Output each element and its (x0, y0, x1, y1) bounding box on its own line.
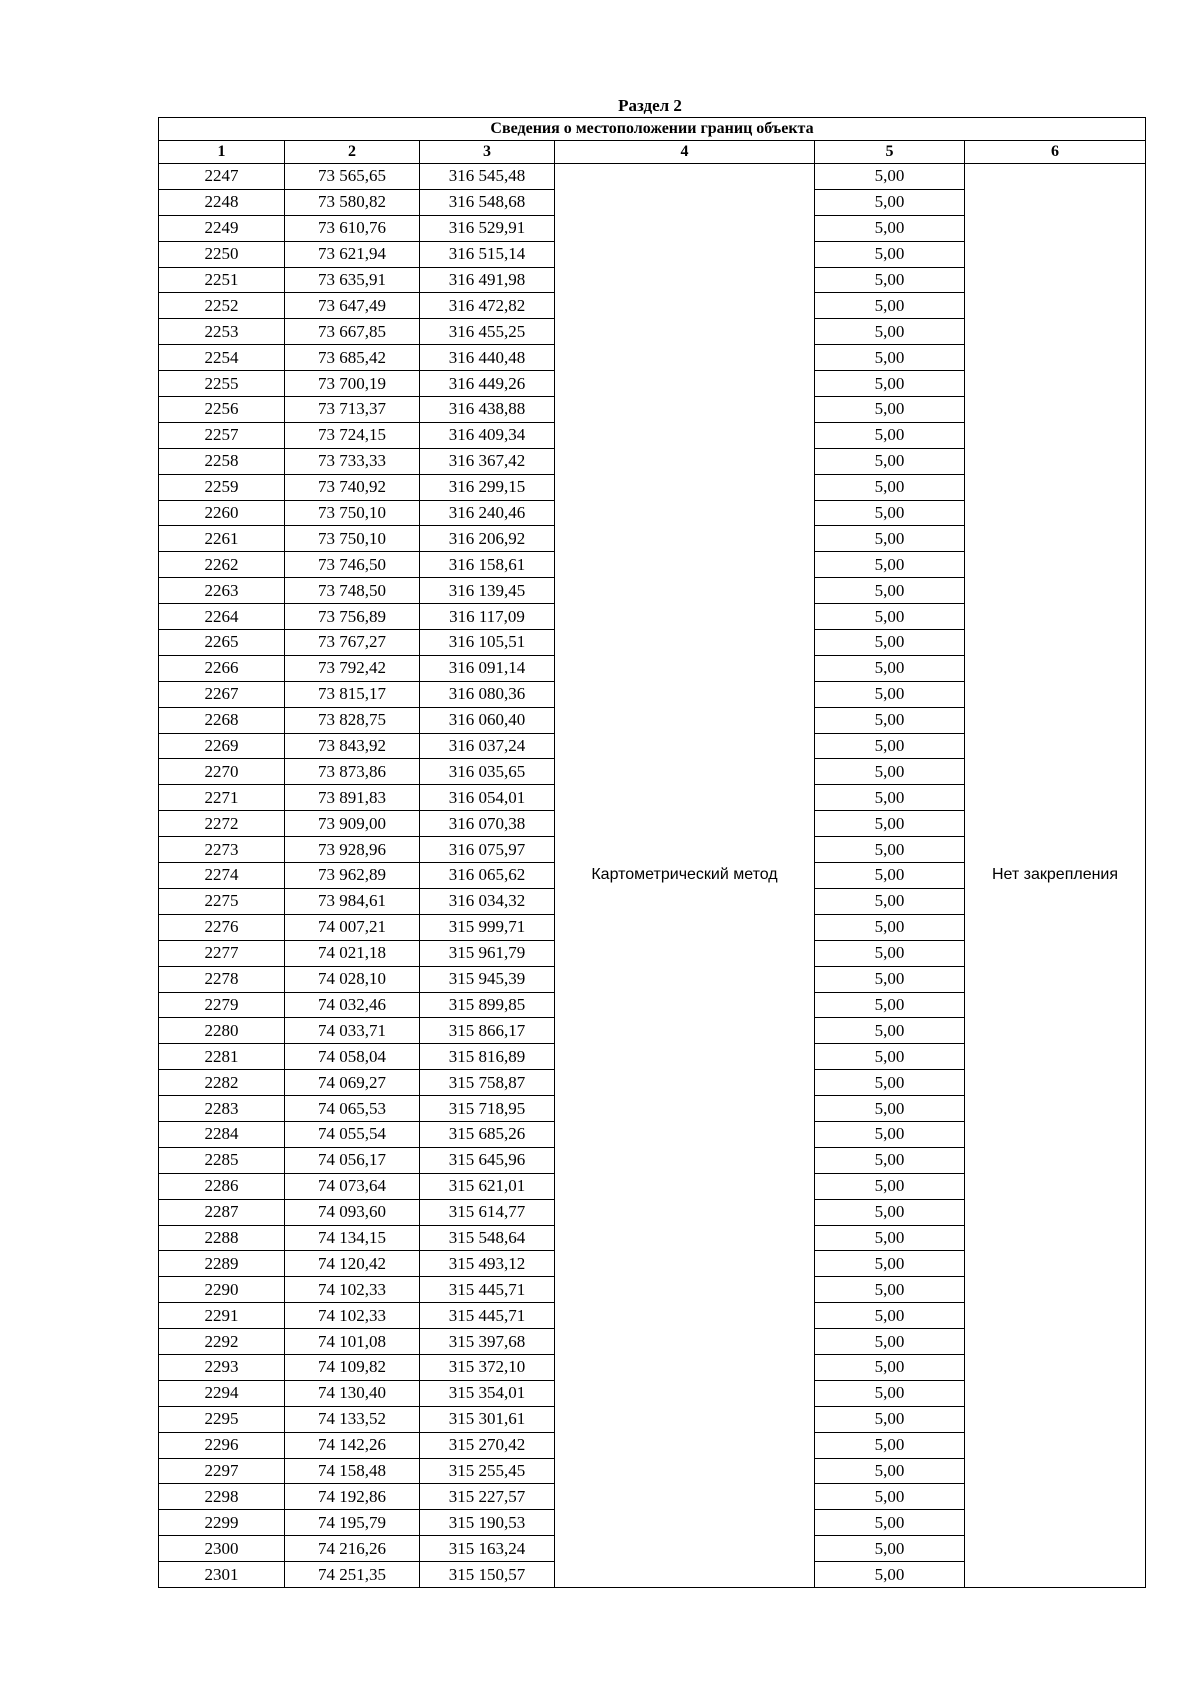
y-coordinate-cell: 316 409,34 (420, 422, 555, 448)
column-header: 1 (159, 141, 285, 164)
accuracy-cell: 5,00 (815, 1510, 965, 1536)
x-coordinate-cell: 73 733,33 (285, 448, 420, 474)
x-coordinate-cell: 73 767,27 (285, 630, 420, 656)
accuracy-cell: 5,00 (815, 345, 965, 371)
x-coordinate-cell: 73 667,85 (285, 319, 420, 345)
accuracy-cell: 5,00 (815, 1096, 965, 1122)
x-coordinate-cell: 73 740,92 (285, 474, 420, 500)
point-number-cell: 2293 (159, 1354, 285, 1380)
point-number-cell: 2299 (159, 1510, 285, 1536)
accuracy-cell: 5,00 (815, 293, 965, 319)
x-coordinate-cell: 74 130,40 (285, 1380, 420, 1406)
accuracy-cell: 5,00 (815, 837, 965, 863)
x-coordinate-cell: 73 984,61 (285, 888, 420, 914)
x-coordinate-cell: 74 251,35 (285, 1562, 420, 1588)
y-coordinate-cell: 315 397,68 (420, 1329, 555, 1355)
point-number-cell: 2271 (159, 785, 285, 811)
table-row (159, 164, 1146, 190)
accuracy-cell: 5,00 (815, 1147, 965, 1173)
y-coordinate-cell: 316 438,88 (420, 397, 555, 423)
y-coordinate-cell: 315 614,77 (420, 1199, 555, 1225)
y-coordinate-cell: 315 190,53 (420, 1510, 555, 1536)
accuracy-cell: 5,00 (815, 1484, 965, 1510)
y-coordinate-cell: 316 455,25 (420, 319, 555, 345)
accuracy-cell: 5,00 (815, 164, 965, 190)
accuracy-cell: 5,00 (815, 371, 965, 397)
y-coordinate-cell: 316 075,97 (420, 837, 555, 863)
point-number-cell: 2269 (159, 733, 285, 759)
y-coordinate-cell: 315 445,71 (420, 1277, 555, 1303)
accuracy-cell: 5,00 (815, 448, 965, 474)
point-number-cell: 2290 (159, 1277, 285, 1303)
y-coordinate-cell: 315 621,01 (420, 1173, 555, 1199)
y-coordinate-cell: 316 206,92 (420, 526, 555, 552)
y-coordinate-cell: 315 961,79 (420, 940, 555, 966)
y-coordinate-cell: 316 070,38 (420, 811, 555, 837)
x-coordinate-cell: 74 065,53 (285, 1096, 420, 1122)
x-coordinate-cell: 73 746,50 (285, 552, 420, 578)
accuracy-cell: 5,00 (815, 759, 965, 785)
point-number-cell: 2259 (159, 474, 285, 500)
point-number-cell: 2275 (159, 888, 285, 914)
accuracy-cell: 5,00 (815, 1070, 965, 1096)
y-coordinate-cell: 315 150,57 (420, 1562, 555, 1588)
x-coordinate-cell: 73 724,15 (285, 422, 420, 448)
x-coordinate-cell: 74 069,27 (285, 1070, 420, 1096)
y-coordinate-cell: 316 548,68 (420, 189, 555, 215)
x-coordinate-cell: 73 713,37 (285, 397, 420, 423)
point-number-cell: 2264 (159, 604, 285, 630)
x-coordinate-cell: 74 134,15 (285, 1225, 420, 1251)
accuracy-cell: 5,00 (815, 1018, 965, 1044)
point-number-cell: 2272 (159, 811, 285, 837)
table-caption: Сведения о местоположении границ объекта (159, 118, 1146, 141)
y-coordinate-cell: 315 270,42 (420, 1432, 555, 1458)
accuracy-cell: 5,00 (815, 578, 965, 604)
accuracy-cell: 5,00 (815, 1199, 965, 1225)
accuracy-cell: 5,00 (815, 733, 965, 759)
x-coordinate-cell: 74 073,64 (285, 1173, 420, 1199)
x-coordinate-cell: 73 635,91 (285, 267, 420, 293)
point-number-cell: 2257 (159, 422, 285, 448)
accuracy-cell: 5,00 (815, 1251, 965, 1277)
y-coordinate-cell: 315 301,61 (420, 1406, 555, 1432)
point-number-cell: 2279 (159, 992, 285, 1018)
method-cell: Картометрический метод (555, 164, 815, 1588)
column-header: 3 (420, 141, 555, 164)
y-coordinate-cell: 315 493,12 (420, 1251, 555, 1277)
point-number-cell: 2247 (159, 164, 285, 190)
point-number-cell: 2296 (159, 1432, 285, 1458)
point-number-cell: 2295 (159, 1406, 285, 1432)
accuracy-cell: 5,00 (815, 681, 965, 707)
point-number-cell: 2261 (159, 526, 285, 552)
accuracy-cell: 5,00 (815, 707, 965, 733)
point-number-cell: 2268 (159, 707, 285, 733)
y-coordinate-cell: 316 060,40 (420, 707, 555, 733)
point-number-cell: 2298 (159, 1484, 285, 1510)
x-coordinate-cell: 74 032,46 (285, 992, 420, 1018)
accuracy-cell: 5,00 (815, 966, 965, 992)
x-coordinate-cell: 73 828,75 (285, 707, 420, 733)
point-number-cell: 2249 (159, 215, 285, 241)
accuracy-cell: 5,00 (815, 1458, 965, 1484)
column-header: 5 (815, 141, 965, 164)
section-title: Раздел 2 (618, 96, 682, 115)
y-coordinate-cell: 315 758,87 (420, 1070, 555, 1096)
accuracy-cell: 5,00 (815, 1329, 965, 1355)
point-number-cell: 2260 (159, 500, 285, 526)
y-coordinate-cell: 316 299,15 (420, 474, 555, 500)
x-coordinate-cell: 73 580,82 (285, 189, 420, 215)
accuracy-cell: 5,00 (815, 500, 965, 526)
point-number-cell: 2288 (159, 1225, 285, 1251)
point-number-cell: 2253 (159, 319, 285, 345)
point-number-cell: 2301 (159, 1562, 285, 1588)
accuracy-cell: 5,00 (815, 604, 965, 630)
y-coordinate-cell: 316 091,14 (420, 655, 555, 681)
accuracy-cell: 5,00 (815, 1406, 965, 1432)
accuracy-cell: 5,00 (815, 241, 965, 267)
y-coordinate-cell: 316 472,82 (420, 293, 555, 319)
y-coordinate-cell: 315 866,17 (420, 1018, 555, 1044)
point-number-cell: 2284 (159, 1121, 285, 1147)
accuracy-cell: 5,00 (815, 1380, 965, 1406)
point-number-cell: 2252 (159, 293, 285, 319)
point-number-cell: 2294 (159, 1380, 285, 1406)
accuracy-cell: 5,00 (815, 1121, 965, 1147)
accuracy-cell: 5,00 (815, 267, 965, 293)
point-number-cell: 2282 (159, 1070, 285, 1096)
y-coordinate-cell: 315 899,85 (420, 992, 555, 1018)
accuracy-cell: 5,00 (815, 811, 965, 837)
accuracy-cell: 5,00 (815, 655, 965, 681)
point-number-cell: 2262 (159, 552, 285, 578)
point-number-cell: 2289 (159, 1251, 285, 1277)
x-coordinate-cell: 74 133,52 (285, 1406, 420, 1432)
y-coordinate-cell: 315 372,10 (420, 1354, 555, 1380)
point-number-cell: 2270 (159, 759, 285, 785)
accuracy-cell: 5,00 (815, 785, 965, 811)
x-coordinate-cell: 73 756,89 (285, 604, 420, 630)
accuracy-cell: 5,00 (815, 1354, 965, 1380)
point-number-cell: 2286 (159, 1173, 285, 1199)
y-coordinate-cell: 315 945,39 (420, 966, 555, 992)
accuracy-cell: 5,00 (815, 1044, 965, 1070)
accuracy-cell: 5,00 (815, 888, 965, 914)
x-coordinate-cell: 74 120,42 (285, 1251, 420, 1277)
accuracy-cell: 5,00 (815, 215, 965, 241)
x-coordinate-cell: 74 093,60 (285, 1199, 420, 1225)
x-coordinate-cell: 74 216,26 (285, 1536, 420, 1562)
table-body (159, 164, 1146, 1588)
point-number-cell: 2254 (159, 345, 285, 371)
x-coordinate-cell: 73 909,00 (285, 811, 420, 837)
column-header: 4 (555, 141, 815, 164)
x-coordinate-cell: 73 843,92 (285, 733, 420, 759)
accuracy-cell: 5,00 (815, 1225, 965, 1251)
y-coordinate-cell: 316 054,01 (420, 785, 555, 811)
point-number-cell: 2251 (159, 267, 285, 293)
column-header: 2 (285, 141, 420, 164)
y-coordinate-cell: 315 548,64 (420, 1225, 555, 1251)
y-coordinate-cell: 316 117,09 (420, 604, 555, 630)
y-coordinate-cell: 315 816,89 (420, 1044, 555, 1070)
x-coordinate-cell: 74 055,54 (285, 1121, 420, 1147)
x-coordinate-cell: 73 621,94 (285, 241, 420, 267)
accuracy-cell: 5,00 (815, 397, 965, 423)
point-number-cell: 2292 (159, 1329, 285, 1355)
x-coordinate-cell: 73 873,86 (285, 759, 420, 785)
x-coordinate-cell: 74 058,04 (285, 1044, 420, 1070)
x-coordinate-cell: 73 647,49 (285, 293, 420, 319)
x-coordinate-cell: 74 195,79 (285, 1510, 420, 1536)
accuracy-cell: 5,00 (815, 863, 965, 889)
accuracy-cell: 5,00 (815, 630, 965, 656)
y-coordinate-cell: 315 685,26 (420, 1121, 555, 1147)
y-coordinate-cell: 316 080,36 (420, 681, 555, 707)
accuracy-cell: 5,00 (815, 1277, 965, 1303)
point-number-cell: 2267 (159, 681, 285, 707)
accuracy-cell: 5,00 (815, 1536, 965, 1562)
x-coordinate-cell: 73 750,10 (285, 526, 420, 552)
x-coordinate-cell: 73 685,42 (285, 345, 420, 371)
point-number-cell: 2248 (159, 189, 285, 215)
accuracy-cell: 5,00 (815, 1562, 965, 1588)
point-number-cell: 2250 (159, 241, 285, 267)
point-number-cell: 2266 (159, 655, 285, 681)
accuracy-cell: 5,00 (815, 319, 965, 345)
x-coordinate-cell: 74 192,86 (285, 1484, 420, 1510)
x-coordinate-cell: 74 109,82 (285, 1354, 420, 1380)
x-coordinate-cell: 74 142,26 (285, 1432, 420, 1458)
y-coordinate-cell: 315 718,95 (420, 1096, 555, 1122)
x-coordinate-cell: 74 007,21 (285, 914, 420, 940)
y-coordinate-cell: 316 515,14 (420, 241, 555, 267)
point-number-cell: 2277 (159, 940, 285, 966)
accuracy-cell: 5,00 (815, 914, 965, 940)
y-coordinate-cell: 316 491,98 (420, 267, 555, 293)
x-coordinate-cell: 73 610,76 (285, 215, 420, 241)
column-header: 6 (965, 141, 1146, 164)
point-number-cell: 2291 (159, 1303, 285, 1329)
point-number-cell: 2265 (159, 630, 285, 656)
y-coordinate-cell: 316 449,26 (420, 371, 555, 397)
boundary-table (158, 117, 1146, 1588)
x-coordinate-cell: 73 962,89 (285, 863, 420, 889)
point-number-cell: 2274 (159, 863, 285, 889)
y-coordinate-cell: 316 367,42 (420, 448, 555, 474)
x-coordinate-cell: 73 700,19 (285, 371, 420, 397)
accuracy-cell: 5,00 (815, 189, 965, 215)
accuracy-cell: 5,00 (815, 474, 965, 500)
point-number-cell: 2276 (159, 914, 285, 940)
point-number-cell: 2280 (159, 1018, 285, 1044)
y-coordinate-cell: 316 065,62 (420, 863, 555, 889)
x-coordinate-cell: 73 928,96 (285, 837, 420, 863)
x-coordinate-cell: 74 028,10 (285, 966, 420, 992)
accuracy-cell: 5,00 (815, 1432, 965, 1458)
accuracy-cell: 5,00 (815, 992, 965, 1018)
x-coordinate-cell: 73 750,10 (285, 500, 420, 526)
y-coordinate-cell: 316 440,48 (420, 345, 555, 371)
point-number-cell: 2278 (159, 966, 285, 992)
accuracy-cell: 5,00 (815, 552, 965, 578)
point-number-cell: 2297 (159, 1458, 285, 1484)
y-coordinate-cell: 315 227,57 (420, 1484, 555, 1510)
y-coordinate-cell: 316 240,46 (420, 500, 555, 526)
point-number-cell: 2281 (159, 1044, 285, 1070)
point-number-cell: 2285 (159, 1147, 285, 1173)
y-coordinate-cell: 316 529,91 (420, 215, 555, 241)
y-coordinate-cell: 316 545,48 (420, 164, 555, 190)
y-coordinate-cell: 315 445,71 (420, 1303, 555, 1329)
point-number-cell: 2255 (159, 371, 285, 397)
x-coordinate-cell: 74 101,08 (285, 1329, 420, 1355)
x-coordinate-cell: 74 033,71 (285, 1018, 420, 1044)
point-number-cell: 2300 (159, 1536, 285, 1562)
x-coordinate-cell: 74 102,33 (285, 1303, 420, 1329)
y-coordinate-cell: 315 354,01 (420, 1380, 555, 1406)
accuracy-cell: 5,00 (815, 422, 965, 448)
accuracy-cell: 5,00 (815, 1173, 965, 1199)
x-coordinate-cell: 74 056,17 (285, 1147, 420, 1173)
y-coordinate-cell: 315 255,45 (420, 1458, 555, 1484)
y-coordinate-cell: 316 035,65 (420, 759, 555, 785)
point-number-cell: 2273 (159, 837, 285, 863)
y-coordinate-cell: 315 999,71 (420, 914, 555, 940)
y-coordinate-cell: 316 037,24 (420, 733, 555, 759)
x-coordinate-cell: 73 815,17 (285, 681, 420, 707)
y-coordinate-cell: 315 645,96 (420, 1147, 555, 1173)
y-coordinate-cell: 315 163,24 (420, 1536, 555, 1562)
x-coordinate-cell: 73 891,83 (285, 785, 420, 811)
y-coordinate-cell: 316 034,32 (420, 888, 555, 914)
x-coordinate-cell: 74 102,33 (285, 1277, 420, 1303)
x-coordinate-cell: 74 158,48 (285, 1458, 420, 1484)
x-coordinate-cell: 73 748,50 (285, 578, 420, 604)
point-number-cell: 2258 (159, 448, 285, 474)
accuracy-cell: 5,00 (815, 1303, 965, 1329)
y-coordinate-cell: 316 158,61 (420, 552, 555, 578)
point-number-cell: 2263 (159, 578, 285, 604)
accuracy-cell: 5,00 (815, 940, 965, 966)
point-number-cell: 2283 (159, 1096, 285, 1122)
fixing-cell: Нет закрепления (965, 164, 1146, 1588)
accuracy-cell: 5,00 (815, 526, 965, 552)
y-coordinate-cell: 316 105,51 (420, 630, 555, 656)
y-coordinate-cell: 316 139,45 (420, 578, 555, 604)
x-coordinate-cell: 74 021,18 (285, 940, 420, 966)
point-number-cell: 2287 (159, 1199, 285, 1225)
x-coordinate-cell: 73 565,65 (285, 164, 420, 190)
point-number-cell: 2256 (159, 397, 285, 423)
x-coordinate-cell: 73 792,42 (285, 655, 420, 681)
